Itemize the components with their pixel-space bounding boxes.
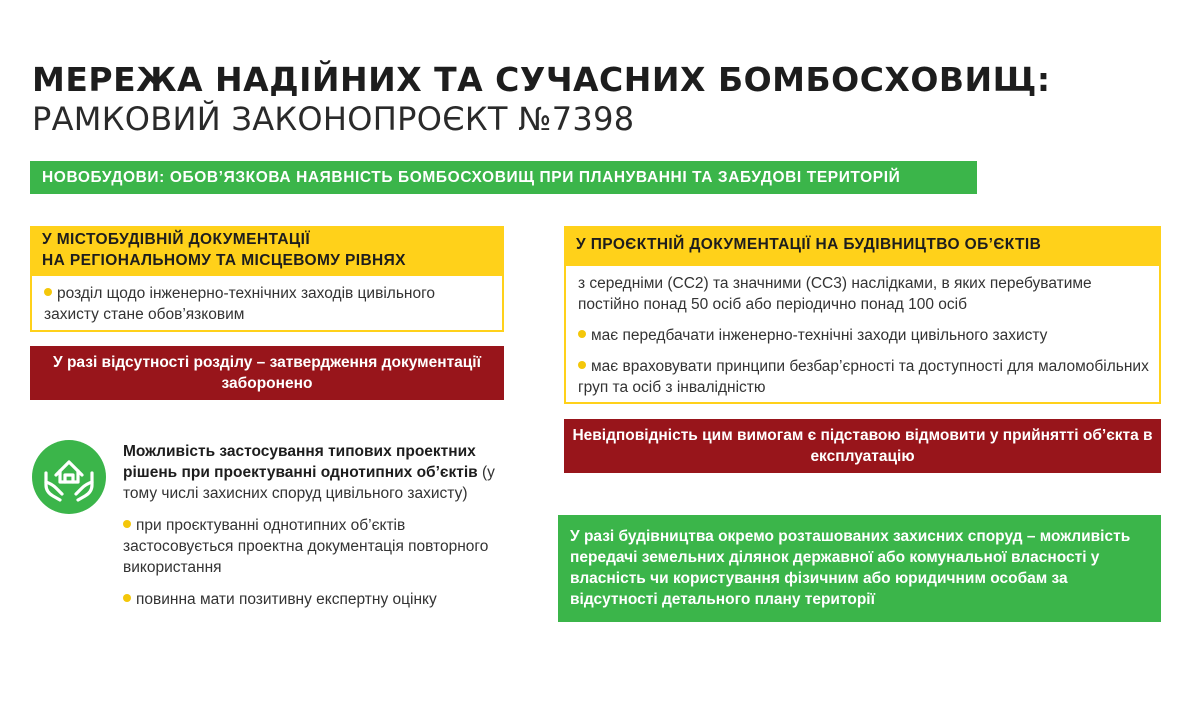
page-title: МЕРЕЖА НАДІЙНИХ ТА СУЧАСНИХ БОМБОСХОВИЩ: — [32, 60, 1051, 99]
bullet-dot-icon — [123, 520, 131, 528]
typical-solutions-bullet1: при проєктуванні однотипних об’єктів застосовується проектна документація повторного використання — [123, 517, 489, 576]
project-docs-heading: У ПРОЄКТНІЙ ДОКУМЕНТАЦІЇ НА БУДІВНИЦТВО ОБ’ЄКТІВ — [564, 226, 1161, 264]
project-docs-warning: Невідповідність цим вимогам є підставою відмовити у прийнятті об’єкта в експлуатацію — [564, 419, 1161, 473]
typical-solutions-intro — [123, 441, 503, 504]
urban-planning-box — [30, 274, 504, 332]
bullet-dot-icon — [578, 330, 586, 338]
project-docs-intro: з середніми (СС2) та значними (СС3) наслідками, в яких перебуватиме постійно понад 50 осіб або періодично понад 100 осіб — [578, 275, 1092, 313]
house-in-hands-icon — [32, 440, 106, 514]
project-docs-item — [578, 325, 1149, 346]
typical-solutions-item — [123, 515, 503, 578]
project-docs-item — [578, 356, 1149, 398]
section-banner: НОВОБУДОВИ: ОБОВ’ЯЗКОВА НАЯВНІСТЬ БОМБОСХОВИЩ ПРИ ПЛАНУВАННІ ТА ЗАБУДОВІ ТЕРИТОРІЙ — [30, 161, 977, 194]
urban-planning-bullet: розділ щодо інженерно-технічних заходів цивільного захисту стане обов’язковим — [44, 285, 436, 323]
bullet-dot-icon — [123, 594, 131, 602]
urban-planning-heading-line1: У МІСТОБУДІВНІЙ ДОКУМЕНТАЦІЇ — [42, 231, 311, 248]
urban-planning-warning: У разі відсутності розділу – затвердження документації заборонено — [30, 346, 504, 400]
typical-solutions-normal: (у тому числі захисних споруд цивільного захисту) — [123, 464, 495, 502]
typical-solutions-item — [123, 589, 503, 610]
typical-solutions-bold: Можливість застосування типових проектних рішень при проектуванні однотипних об’єктів — [123, 443, 478, 481]
bullet-dot-icon — [44, 288, 52, 296]
land-transfer-note: У разі будівництва окремо розташованих захисних споруд – можливість передачі земельних ділянок державної або комунальної власності у власність чи користування фізичним або юридичним особам за відсутності детального плану території — [558, 515, 1161, 622]
page-subtitle: РАМКОВИЙ ЗАКОНОПРОЄКТ №7398 — [32, 100, 635, 138]
project-docs-bullet1: має передбачати інженерно-технічні заходи цивільного захисту — [591, 327, 1048, 344]
bullet-dot-icon — [578, 361, 586, 369]
urban-planning-heading-line2: НА РЕГІОНАЛЬНОМУ ТА МІСЦЕВОМУ РІВНЯХ — [42, 252, 406, 269]
project-docs-box — [564, 264, 1161, 404]
typical-solutions-block — [123, 441, 503, 621]
project-docs-bullet2: має враховувати принципи безбар’єрності та доступності для маломобільних груп та осіб з інвалідністю — [578, 358, 1149, 396]
urban-planning-heading — [30, 226, 504, 274]
typical-solutions-bullet2: повинна мати позитивну експертну оцінку — [136, 591, 437, 608]
